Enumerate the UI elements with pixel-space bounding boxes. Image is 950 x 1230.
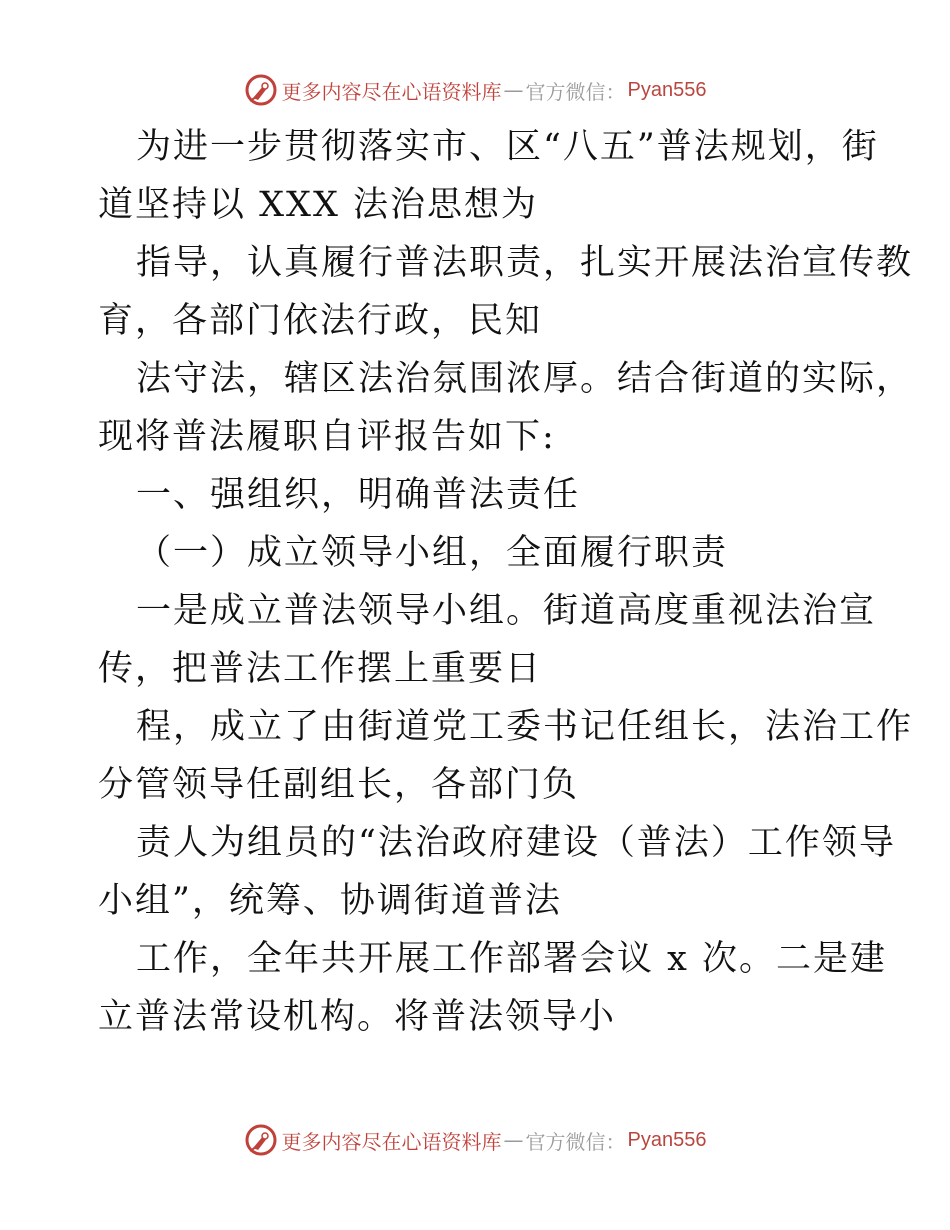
- paragraph-line: 分管领导任副组长，各部门负: [98, 765, 580, 805]
- header-banner: [0, 70, 950, 110]
- paragraph-line: 育，各部门依法行政，民知: [98, 301, 543, 341]
- pen-nib-logo-icon: [244, 1123, 278, 1157]
- banner-title: 更多内容尽在心语资料库: [281, 1129, 502, 1154]
- banner-wechat-id: Pyan556: [627, 78, 707, 101]
- paragraph-line: 程，成立了由街道党工委书记任组长，法治工作: [136, 707, 914, 747]
- subsection-heading: （一）成立领导小组，全面履行职责: [136, 533, 729, 573]
- banner-separator: —: [503, 1128, 524, 1152]
- pen-nib-logo-icon: [244, 73, 278, 107]
- banner-wechat-id: Pyan556: [627, 1128, 707, 1151]
- paragraph-line: 小组”，统筹、协调街道普法: [98, 881, 562, 921]
- paragraph-line: 一是成立普法领导小组。街道高度重视法治宣: [136, 591, 877, 631]
- banner-wechat-label: 官方微信：: [525, 1129, 626, 1154]
- document-body: [98, 118, 914, 1046]
- paragraph-line: 法守法，辖区法治氛围浓厚。结合街道的实际，: [136, 359, 914, 399]
- paragraph-line: 为进一步贯彻落实市、区“八五”普法规划，街: [136, 127, 879, 167]
- section-heading: 一、强组织，明确普法责任: [136, 475, 581, 515]
- paragraph-line: 立普法常设机构。将普法领导小: [98, 997, 617, 1037]
- banner-wechat-label: 官方微信：: [525, 79, 626, 104]
- paragraph-line: 工作，全年共开展工作部署会议 x 次。二是建: [136, 939, 887, 979]
- paragraph-line: 现将普法履职自评报告如下:: [98, 417, 556, 457]
- footer-banner: [0, 1120, 950, 1160]
- paragraph-line: 道坚持以 XXX 法治思想为: [98, 185, 539, 225]
- banner-separator: —: [503, 78, 524, 102]
- paragraph-line: 责人为组员的“法治政府建设（普法）工作领导: [136, 823, 896, 863]
- paragraph-line: 指导，认真履行普法职责，扎实开展法治宣传教: [136, 243, 914, 283]
- banner-title: 更多内容尽在心语资料库: [281, 79, 502, 104]
- paragraph-line: 传，把普法工作摆上重要日: [98, 649, 543, 689]
